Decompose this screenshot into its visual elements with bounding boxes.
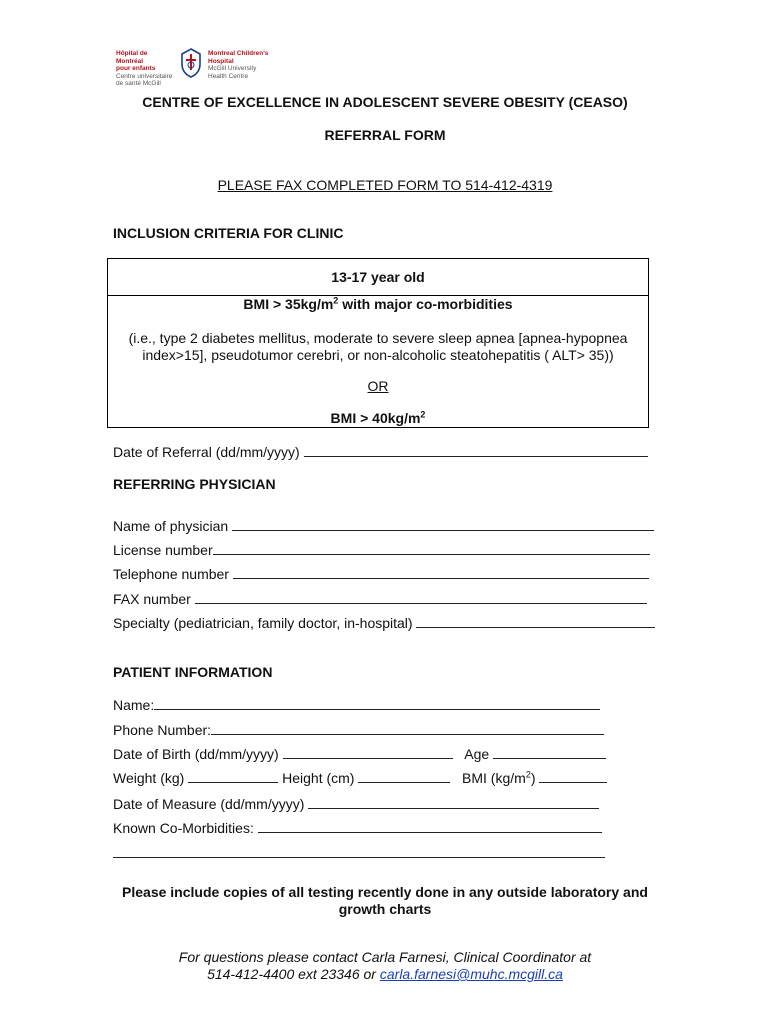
bmi35-suffix: with major co-morbidities — [338, 296, 513, 312]
physician-phone-field[interactable] — [233, 566, 649, 579]
hospital-emblem-icon — [180, 48, 202, 78]
license-row — [113, 542, 650, 558]
logo-english-text — [208, 50, 288, 80]
comorbidity-examples-2: index>15], pseudotumor cerebri, or non-alcoholic steatohepatitis ( ALT> 35)) — [142, 347, 614, 363]
measure-date-row — [113, 796, 599, 812]
physician-heading: REFERRING PHYSICIAN — [113, 476, 276, 492]
patient-phone-label: Phone Number: — [113, 722, 212, 738]
patient-heading: PATIENT INFORMATION — [113, 664, 273, 680]
document-title: CENTRE OF EXCELLENCE IN ADOLESCENT SEVERE OBESITY (CEASO) — [142, 94, 628, 110]
logo-fr-line3: Centre universitaire — [116, 72, 173, 80]
bmi-label-text: BMI (kg/m — [462, 770, 526, 786]
bmi-label — [462, 770, 535, 786]
comorbidity-examples-1: (i.e., type 2 diabetes mellitus, moderate to severe sleep apnea [apnea-hypopnea — [128, 330, 628, 346]
measure-date-field[interactable] — [308, 796, 599, 809]
referral-date-label: Date of Referral (dd/mm/yyyy) — [113, 444, 300, 460]
contact-line1: For questions please contact Carla Farnesi, Clinical Coordinator at — [178, 949, 592, 965]
bmi40-criterion — [108, 410, 648, 426]
height-label: Height (cm) — [282, 770, 355, 786]
dob-row — [113, 746, 606, 762]
logo-en-line3: McGill University — [208, 65, 257, 72]
contact-phone: 514-412-4400 ext 23346 or — [207, 966, 380, 982]
comorbidities-label: Known Co-Morbidities: — [113, 820, 254, 836]
weight-label: Weight (kg) — [113, 770, 185, 786]
license-label: License number — [113, 542, 213, 558]
fax-field[interactable] — [195, 591, 647, 604]
fax-row — [113, 591, 647, 607]
testing-note-line1: Please include copies of all testing recently done in any outside laboratory and — [122, 884, 648, 900]
license-field[interactable] — [213, 542, 650, 555]
measure-date-label: Date of Measure (dd/mm/yyyy) — [113, 796, 305, 812]
bmi40-prefix: BMI > 40kg/m — [330, 410, 421, 426]
physician-phone-label: Telephone number — [113, 566, 229, 582]
age-criterion: 13-17 year old — [331, 269, 425, 285]
physician-name-row — [113, 518, 654, 534]
comorbidities-field-line2[interactable] — [113, 845, 605, 858]
comorbidities-continued-row — [113, 845, 605, 861]
specialty-row — [113, 615, 655, 631]
bmi35-prefix: BMI > 35kg/m — [243, 296, 334, 312]
logo-fr-line4: de santé McGill — [116, 80, 161, 87]
testing-note — [110, 884, 660, 918]
age-label: Age — [464, 746, 490, 762]
contact-email-link[interactable]: carla.farnesi@muhc.mcgill.ca — [379, 966, 563, 982]
logo-fr-line2: pour enfants — [116, 65, 156, 72]
patient-name-label: Name: — [113, 697, 155, 713]
dob-label: Date of Birth (dd/mm/yyyy) — [113, 746, 279, 762]
bmi35-sup: 2 — [333, 295, 339, 306]
patient-phone-row — [113, 722, 604, 738]
height-field[interactable] — [358, 770, 450, 783]
bmi-label-close: ) — [530, 770, 536, 786]
patient-phone-field[interactable] — [211, 722, 604, 735]
bmi-label-sup: 2 — [525, 769, 531, 780]
dob-field[interactable] — [283, 746, 453, 759]
physician-name-label: Name of physician — [113, 518, 229, 534]
contact-info — [110, 949, 660, 983]
comorbidities-row — [113, 820, 602, 836]
physician-name-field[interactable] — [232, 518, 654, 531]
weight-field[interactable] — [188, 770, 278, 783]
age-field[interactable] — [493, 746, 606, 759]
specialty-label: Specialty (pediatrician, family doctor, in-hospital) — [113, 615, 413, 631]
referral-date-row — [113, 444, 648, 460]
contact-line2 — [110, 966, 660, 983]
bmi35-criterion — [108, 296, 648, 312]
patient-name-row — [113, 697, 600, 713]
fax-label: FAX number — [113, 591, 191, 607]
inclusion-heading: INCLUSION CRITERIA FOR CLINIC — [113, 225, 344, 241]
logo-en-line4: Health Centre — [208, 72, 249, 80]
logo-fr-line1: Hôpital de Montréal — [116, 50, 148, 65]
specialty-field[interactable] — [416, 615, 655, 628]
logo-en-line2: Hospital — [208, 57, 234, 65]
physician-phone-row — [113, 566, 649, 582]
hospital-logo — [116, 48, 286, 88]
testing-note-line2: growth charts — [338, 901, 432, 917]
patient-name-field[interactable] — [154, 697, 600, 710]
age-criterion-row — [108, 259, 648, 296]
comorbidities-field[interactable] — [258, 820, 602, 833]
inclusion-criteria-box — [107, 258, 649, 428]
logo-french-text — [116, 50, 174, 88]
or-separator: OR — [367, 378, 389, 394]
bmi-field[interactable] — [539, 770, 607, 783]
logo-en-line1: Montreal Children's — [208, 50, 269, 57]
bmi40-sup: 2 — [420, 409, 426, 420]
form-subtitle: REFERRAL FORM — [324, 127, 446, 143]
referral-date-field[interactable] — [304, 444, 648, 457]
fax-instruction: PLEASE FAX COMPLETED FORM TO 514-412-4319 — [217, 177, 553, 193]
measurements-row — [113, 770, 607, 786]
